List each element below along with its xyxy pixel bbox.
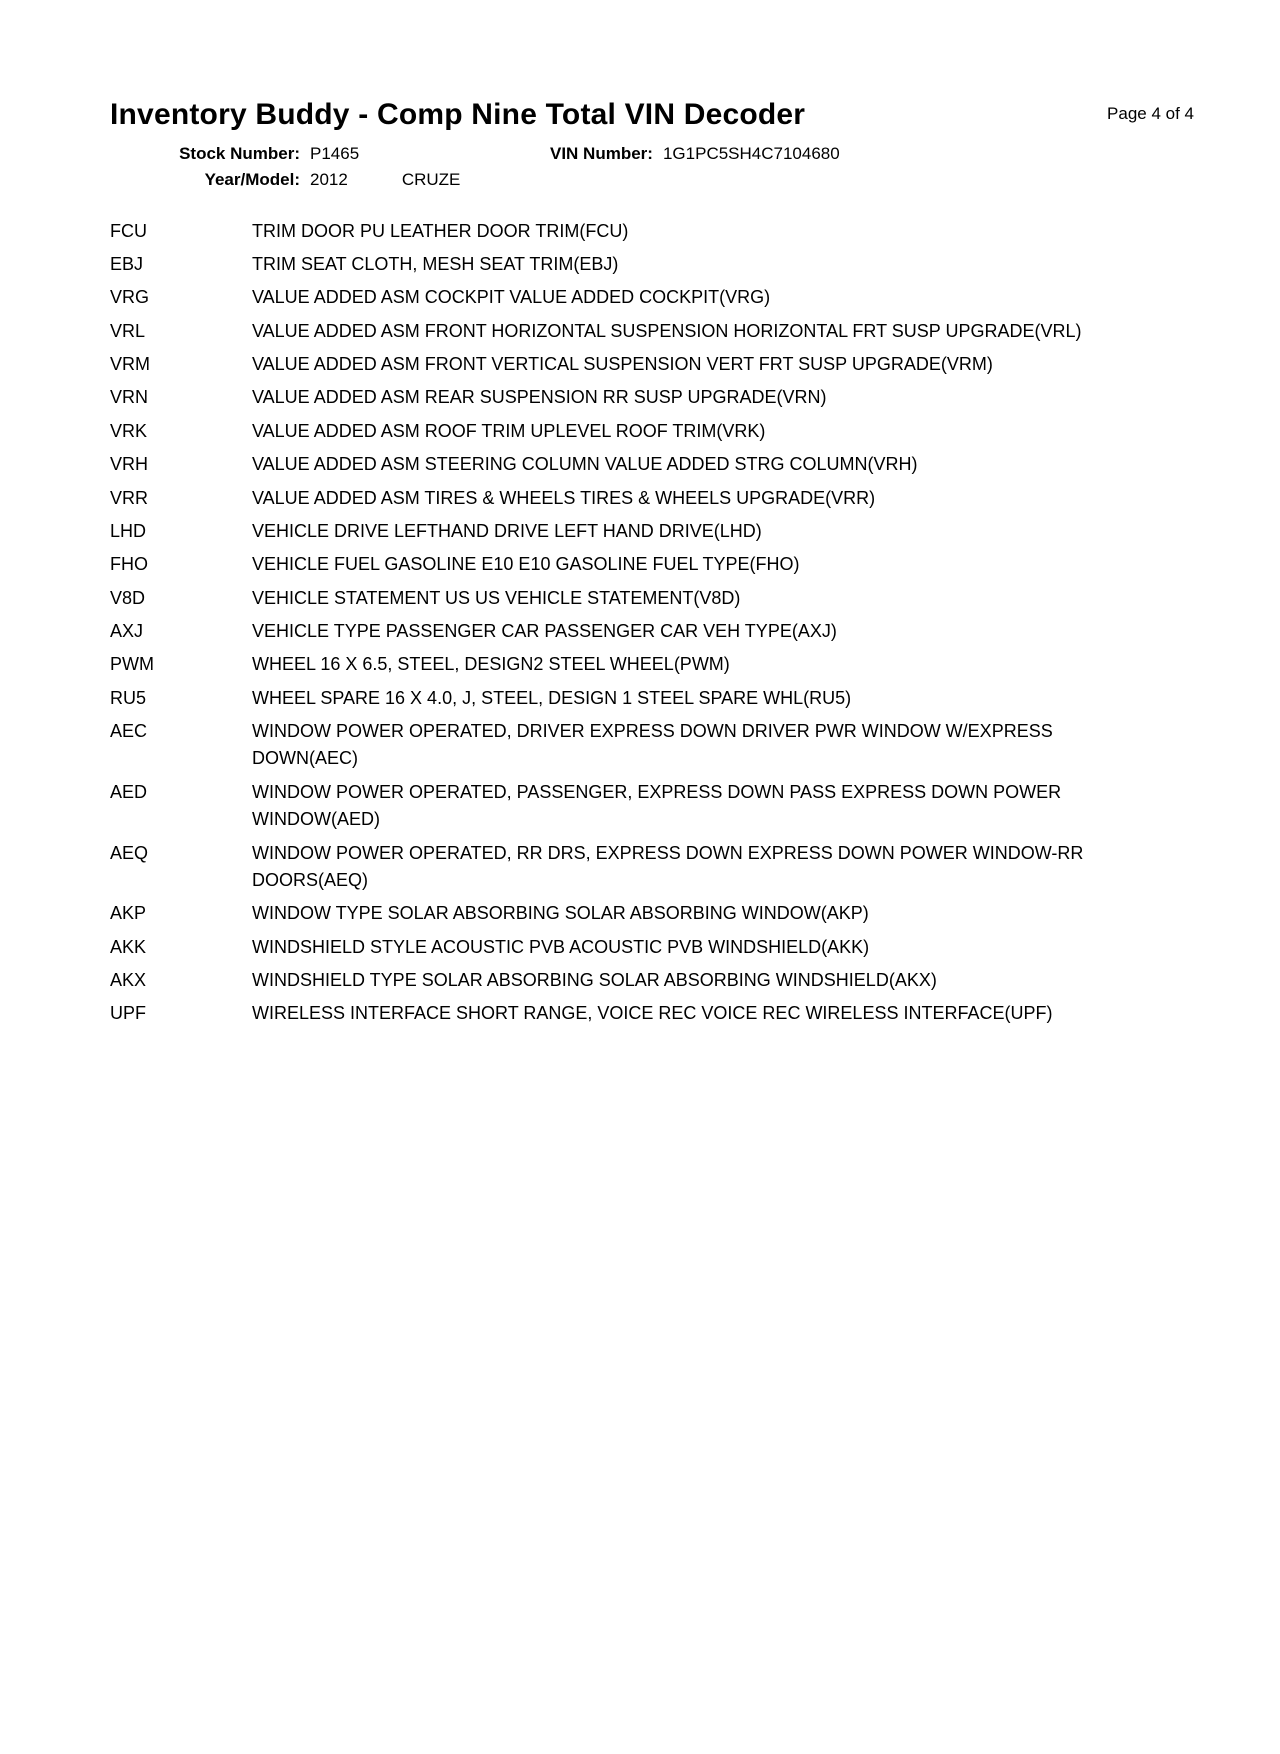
option-code: VRH (110, 454, 149, 475)
option-code-row (110, 1000, 1210, 1027)
option-code-row (110, 218, 1210, 245)
stock-number-field (150, 141, 450, 167)
option-code-row (110, 518, 1210, 545)
option-code: LHD (110, 520, 147, 541)
option-code-row (110, 967, 1210, 994)
option-description: VALUE ADDED ASM COCKPIT VALUE ADDED COCKPIT(VRG) (252, 287, 771, 308)
option-code-row (110, 685, 1210, 712)
option-description: VEHICLE DRIVE LEFTHAND DRIVE LEFT HAND DRIVE(LHD) (252, 520, 762, 541)
option-description: TRIM SEAT CLOTH, MESH SEAT TRIM(EBJ) (252, 254, 619, 275)
stock-number-label: Stock Number: (179, 144, 300, 163)
option-code-row (110, 900, 1210, 927)
option-code: AKP (110, 903, 147, 924)
meta-row-year-model (150, 167, 1180, 193)
option-code-row (110, 718, 1210, 773)
option-code-row (110, 318, 1210, 345)
document-meta (110, 141, 1180, 194)
document-header (0, 98, 1280, 194)
year-model-field (150, 167, 461, 193)
year-model-label: Year/Model: (204, 170, 300, 190)
option-description: WINDSHIELD TYPE SOLAR ABSORBING SOLAR ABSORBING WINDSHIELD(AKX) (252, 969, 937, 990)
option-description: WINDOW POWER OPERATED, RR DRS, EXPRESS DOWN EXPRESS DOWN POWER WINDOW-RR DOORS(AEQ) (252, 842, 1084, 890)
option-description: VEHICLE STATEMENT US US VEHICLE STATEMENT(V8D) (252, 587, 741, 608)
option-description: VEHICLE TYPE PASSENGER CAR PASSENGER CAR VEH TYPE(AXJ) (252, 621, 837, 641)
option-code-row (110, 779, 1210, 834)
option-code: AKX (110, 969, 147, 990)
option-code-row (110, 384, 1210, 411)
option-description: WHEEL 16 X 6.5, STEEL, DESIGN2 STEEL WHEEL(PWM) (252, 654, 730, 675)
option-description: WINDOW TYPE SOLAR ABSORBING SOLAR ABSORBING WINDOW(AKP) (252, 903, 869, 924)
stock-number-value: P1465 (310, 144, 360, 163)
option-code-row (110, 651, 1210, 678)
option-code: VRN (110, 387, 149, 408)
option-code: VRL (110, 320, 146, 341)
option-description: TRIM DOOR PU LEATHER DOOR TRIM(FCU) (252, 220, 629, 241)
option-code-row (110, 485, 1210, 512)
option-description: WHEEL SPARE 16 X 4.0, J, STEEL, DESIGN 1 STEEL SPARE WHL(RU5) (252, 687, 852, 708)
option-code: VRK (110, 420, 148, 441)
page-title: Inventory Buddy - Comp Nine Total VIN Decoder (110, 98, 806, 131)
option-description: WINDOW POWER OPERATED, DRIVER EXPRESS DOWN DRIVER PWR WINDOW W/EXPRESS DOWN(AEC) (252, 721, 1053, 769)
option-code-row (110, 618, 1210, 645)
option-code-row (110, 418, 1210, 445)
option-description: WINDSHIELD STYLE ACOUSTIC PVB ACOUSTIC PVB WINDSHIELD(AKK) (252, 936, 870, 957)
option-code: RU5 (110, 687, 147, 708)
option-description: VALUE ADDED ASM FRONT HORIZONTAL SUSPENSION HORIZONTAL FRT SUSP UPGRADE(VRL) (252, 320, 1082, 341)
option-code: FCU (110, 220, 147, 241)
option-code: AKK (110, 936, 147, 957)
option-code: AED (110, 781, 148, 802)
vin-number-field (550, 141, 840, 167)
option-code-row (110, 934, 1210, 961)
option-code: V8D (110, 587, 146, 608)
option-code: AXJ (110, 621, 144, 641)
page-number: Page 4 of 4 (1107, 104, 1194, 123)
option-code: AEC (110, 721, 148, 742)
option-description: VALUE ADDED ASM ROOF TRIM UPLEVEL ROOF TRIM(VRK) (252, 420, 766, 441)
option-code: AEQ (110, 842, 149, 863)
model-value: CRUZE (401, 170, 461, 190)
option-code-row (110, 284, 1210, 311)
option-code-row (110, 451, 1210, 478)
option-description: WINDOW POWER OPERATED, PASSENGER, EXPRESS DOWN PASS EXPRESS DOWN POWER WINDOW(AED) (252, 781, 1062, 830)
meta-row-stock-vin (150, 141, 1180, 167)
option-code-list (0, 218, 1280, 1028)
option-description: WIRELESS INTERFACE SHORT RANGE, VOICE REC VOICE REC WIRELESS INTERFACE(UPF) (252, 1003, 1053, 1024)
document-page (0, 98, 1280, 1754)
option-code-row (110, 840, 1210, 895)
option-code-row (110, 351, 1210, 378)
option-code-row (110, 251, 1210, 278)
option-description: VEHICLE FUEL GASOLINE E10 E10 GASOLINE FUEL TYPE(FHO) (252, 554, 800, 575)
option-code: UPF (110, 1003, 146, 1024)
option-code: FHO (110, 554, 148, 575)
option-description: VALUE ADDED ASM STEERING COLUMN VALUE ADDED STRG COLUMN(VRH) (252, 454, 918, 475)
option-code: VRR (110, 487, 149, 508)
option-code: VRM (110, 354, 150, 375)
year-value: 2012 (310, 170, 348, 190)
vin-number-label: VIN Number: (550, 144, 653, 163)
vin-number-value: 1G1PC5SH4C7104680 (662, 144, 840, 163)
option-code: VRG (110, 287, 150, 308)
option-description: VALUE ADDED ASM TIRES & WHEELS TIRES & WHEELS UPGRADE(VRR) (252, 487, 876, 508)
option-code: PWM (110, 654, 154, 675)
option-code-row (110, 585, 1210, 612)
option-code: EBJ (110, 254, 144, 275)
option-description: VALUE ADDED ASM FRONT VERTICAL SUSPENSION VERT FRT SUSP UPGRADE(VRM) (252, 354, 993, 375)
option-description: VALUE ADDED ASM REAR SUSPENSION RR SUSP UPGRADE(VRN) (252, 387, 827, 408)
option-code-row (110, 551, 1210, 578)
